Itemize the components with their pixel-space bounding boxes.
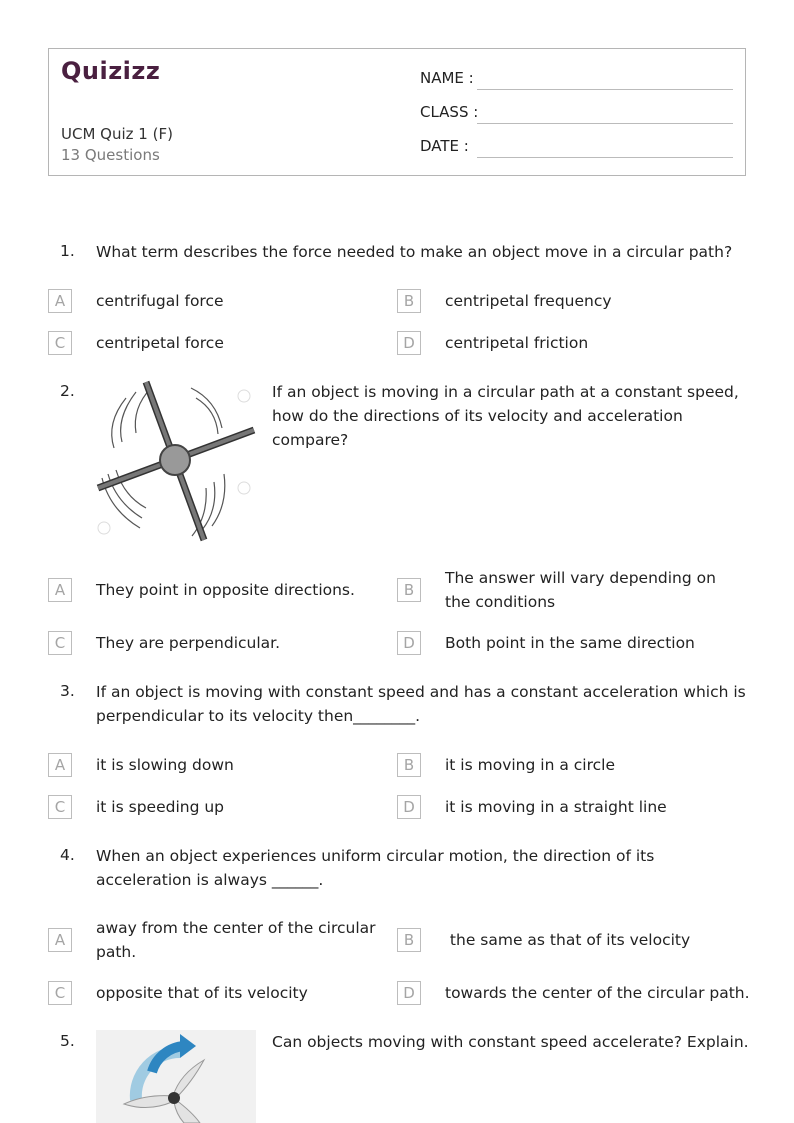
- worksheet-header: [48, 48, 746, 176]
- option-letter-box[interactable]: B: [397, 928, 421, 952]
- option-text: away from the center of the circular path.: [96, 919, 376, 961]
- class-label: CLASS :: [420, 103, 479, 121]
- option-letter-box[interactable]: C: [48, 981, 72, 1005]
- class-line[interactable]: [477, 123, 733, 124]
- option-letter-box[interactable]: C: [48, 795, 72, 819]
- option-letter-box[interactable]: D: [397, 981, 421, 1005]
- date-line[interactable]: [477, 157, 733, 158]
- option-text: They are perpendicular.: [96, 634, 281, 652]
- option-text: it is slowing down: [96, 756, 234, 774]
- option-letter-box[interactable]: A: [48, 928, 72, 952]
- option-letter-box[interactable]: A: [48, 289, 72, 313]
- option-letter-box[interactable]: B: [397, 289, 421, 313]
- spinning-fan-icon: [96, 378, 256, 544]
- option-text: it is speeding up: [96, 798, 225, 816]
- option-text: Both point in the same direction: [445, 634, 695, 652]
- quiz-title: UCM Quiz 1 (F): [61, 125, 173, 143]
- name-label: NAME :: [420, 69, 474, 87]
- option-letter-box[interactable]: B: [397, 578, 421, 602]
- option-letter-box[interactable]: A: [48, 753, 72, 777]
- option-text: They point in opposite directions.: [96, 581, 355, 599]
- option-letter-box[interactable]: D: [397, 631, 421, 655]
- question-number: 1.: [60, 242, 75, 260]
- question-number: 3.: [60, 682, 75, 700]
- option-letter-box[interactable]: B: [397, 753, 421, 777]
- question-number: 5.: [60, 1032, 75, 1050]
- quizizz-logo: Quizizz: [61, 57, 161, 85]
- option-text: centrifugal force: [96, 292, 224, 310]
- option-letter-box[interactable]: C: [48, 331, 72, 355]
- option-letter-box[interactable]: D: [397, 795, 421, 819]
- question-text: If an object is moving in a circular path at a constant speed, how do the directions of its velocity and acceleration compare?: [272, 383, 739, 449]
- question-count: 13 Questions: [61, 146, 160, 164]
- rotating-turbine-icon: [96, 1030, 256, 1123]
- name-line[interactable]: [477, 89, 733, 90]
- option-text: centripetal frequency: [445, 292, 612, 310]
- option-text: it is moving in a circle: [445, 756, 615, 774]
- option-text: opposite that of its velocity: [96, 984, 308, 1002]
- question-text: If an object is moving with constant speed and has a constant acceleration which is perpendicular to its velocity then________.: [96, 683, 746, 725]
- question-number: 4.: [60, 846, 75, 864]
- option-text: it is moving in a straight line: [445, 798, 667, 816]
- option-letter-box[interactable]: A: [48, 578, 72, 602]
- question-number: 2.: [60, 382, 75, 400]
- option-text: the same as that of its velocity: [445, 931, 691, 949]
- option-text: towards the center of the circular path.: [445, 984, 750, 1002]
- question-text: When an object experiences uniform circular motion, the direction of its acceleration is always ______.: [96, 847, 655, 889]
- option-letter-box[interactable]: C: [48, 631, 72, 655]
- option-text: The answer will vary depending on the conditions: [445, 569, 716, 611]
- question-text: What term describes the force needed to make an object move in a circular path?: [96, 243, 733, 261]
- option-text: centripetal force: [96, 334, 224, 352]
- question-text: Can objects moving with constant speed accelerate? Explain.: [272, 1033, 749, 1051]
- date-label: DATE :: [420, 137, 469, 155]
- option-text: centripetal friction: [445, 334, 589, 352]
- option-letter-box[interactable]: D: [397, 331, 421, 355]
